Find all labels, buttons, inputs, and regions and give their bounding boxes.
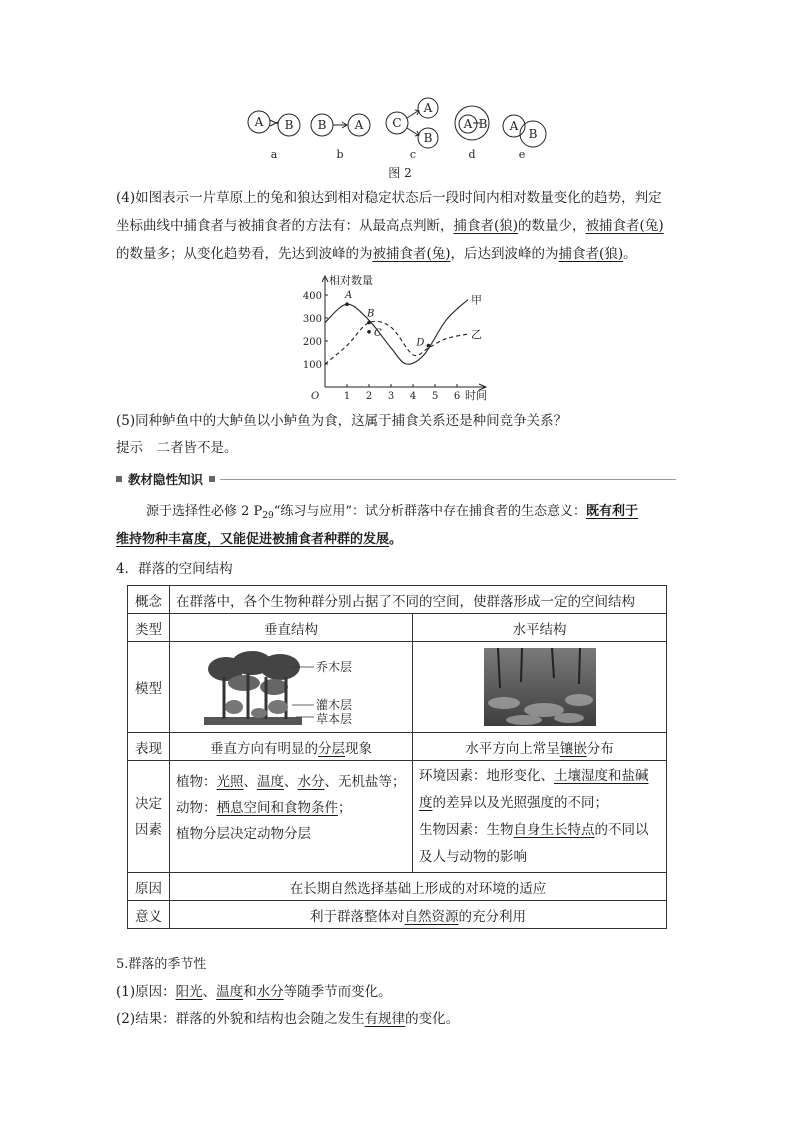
text: 利于群落整体对	[310, 908, 405, 925]
table-cell: 在群落中，各个生物种群分别占据了不同的空间，使群落形成一定的空间结构	[170, 586, 667, 614]
point-label: D	[416, 337, 425, 349]
figure-caption: 图 2	[388, 166, 412, 180]
forest-layers-illustration	[204, 647, 379, 727]
table-row	[128, 614, 667, 642]
y-tick-label: 100	[302, 360, 322, 371]
series-label: 甲	[471, 293, 482, 307]
fig-a-arrows	[270, 120, 278, 126]
fig-circle-label: B	[423, 131, 433, 145]
heading-5: 5.群落的季节性	[116, 957, 207, 972]
underlined-answer: 有规律	[364, 1011, 406, 1027]
text: 动物：	[176, 800, 217, 816]
fig-circle-label: B	[478, 117, 488, 131]
text: ；	[338, 800, 352, 816]
underlined-answer: 阳光	[175, 984, 203, 1000]
vertical-model-cell	[170, 642, 413, 733]
text: 现象	[345, 740, 372, 757]
series-line-jia	[325, 300, 468, 365]
text: 等随季节而变化。	[283, 984, 392, 1000]
underlined-answer: 水分	[256, 984, 284, 1000]
layer-label-herb: 草本层	[315, 712, 352, 726]
text: 、	[243, 774, 257, 790]
layer-label-tree: 乔木层	[315, 660, 352, 674]
fig-circle-label: B	[317, 118, 327, 132]
table-cell: 垂直结构	[170, 614, 413, 642]
q4-line-3	[116, 240, 637, 268]
y-tick-label: 400	[302, 291, 322, 302]
bio-factors-cont: 及人与动物的影响	[419, 848, 527, 865]
text: 。	[623, 246, 637, 262]
figure-2	[240, 96, 560, 180]
text: 水平方向上常呈	[465, 740, 560, 757]
row-header: 表现	[128, 733, 170, 761]
fig-sub-label: e	[518, 148, 526, 161]
x-tick-label: 5	[431, 391, 439, 402]
table-row	[128, 586, 667, 614]
row-header: 意义	[128, 901, 170, 929]
y-tick-label: 300	[302, 314, 322, 325]
fig-sub-label: c	[409, 148, 417, 161]
row-header: 模型	[128, 642, 170, 733]
series-label: 乙	[471, 328, 482, 342]
underlined-answer: 被捕食者(兔)	[585, 218, 664, 234]
data-point	[427, 344, 431, 348]
env-factors-cont	[419, 790, 660, 817]
row-header: 概念	[128, 586, 170, 614]
q5-hint: 提示 二者皆不是。	[116, 440, 238, 456]
s5-line-1	[116, 978, 392, 1006]
underlined-answer: 维持物种丰富度，又能促进被捕食者种群的发展	[116, 532, 390, 547]
text: 、	[202, 984, 217, 1000]
x-tick-label: 1	[343, 391, 351, 402]
fig-circle-label: A	[423, 101, 433, 115]
text: 的差异以及光照强度的不同；	[432, 794, 608, 811]
layer-label-shrub: 灌木层	[315, 698, 352, 712]
underlined-answer: 捕食者(狼)	[453, 218, 519, 234]
q4-line-2	[116, 212, 664, 240]
underlined-answer: 镶嵌	[559, 740, 587, 757]
text: 的数量多；从变化趋势看，先达到波峰的为	[116, 246, 373, 262]
fig-sub-label: a	[270, 148, 278, 161]
table-row	[128, 761, 667, 873]
underlined-answer: 度	[419, 794, 433, 811]
x-tick-label: 3	[387, 391, 395, 402]
spatial-structure-table	[127, 585, 667, 929]
table-row	[128, 873, 667, 901]
plant-factors	[176, 769, 406, 795]
env-factors	[419, 763, 660, 790]
text: (1)原因：	[116, 984, 176, 1000]
divider-line	[220, 479, 676, 480]
fig-circle-label: A	[463, 117, 473, 131]
text: 因素	[135, 821, 162, 838]
fig-sub-label: d	[468, 148, 476, 161]
text: 。	[389, 532, 403, 547]
page-subscript: 29	[262, 511, 274, 521]
text: 垂直方向有明显的	[210, 740, 318, 757]
series-line-yi	[325, 321, 468, 364]
text: 植物：	[176, 774, 217, 790]
underlined-answer: 温度	[216, 984, 244, 1000]
text: 的不同以	[594, 821, 649, 838]
underlined-answer: 光照	[216, 774, 244, 790]
table-cell: 水平结构	[413, 614, 667, 642]
ground-vegetation-photo	[484, 648, 596, 726]
chart-labels	[303, 273, 487, 402]
bio-factors	[419, 817, 660, 844]
fig-circle-label: B	[284, 118, 294, 132]
square-icon	[116, 476, 122, 482]
horizontal-model-cell	[413, 642, 667, 733]
text: “练习与应用”：试分析群落中存在捕食者的生态意义：	[273, 504, 587, 519]
section-line-2	[116, 526, 402, 554]
text: 生物因素：生物	[419, 821, 514, 838]
table-cell	[170, 733, 413, 761]
table-row	[128, 901, 667, 929]
text: 的变化。	[405, 1011, 460, 1027]
underlined-answer: 土壤湿度和盐碱	[554, 767, 649, 784]
underlined-answer: 温度	[257, 774, 284, 790]
y-tick-label: 200	[302, 337, 322, 348]
x-tick-label: 2	[365, 391, 373, 402]
underlined-answer: 捕食者(狼)	[558, 246, 624, 262]
text: 源于选择性必修 2 P	[146, 504, 263, 519]
text: 决定	[135, 795, 162, 812]
layer-note: 植物分层决定动物分层	[176, 826, 311, 842]
row-header: 类型	[128, 614, 170, 642]
heading-4: 4．群落的空间结构	[116, 561, 233, 577]
table-cell	[413, 761, 667, 873]
data-point	[367, 321, 371, 325]
point-label: C	[374, 327, 382, 339]
underlined-answer: 栖息空间和食物条件	[216, 800, 338, 816]
text: 环境因素：地形变化、	[419, 767, 554, 784]
s5-line-2	[116, 1005, 459, 1033]
table-row	[128, 733, 667, 761]
text: ，后达到波峰的为	[450, 246, 559, 262]
text: 的数量少，	[518, 218, 586, 234]
data-point	[367, 330, 371, 334]
fig-sub-label: b	[336, 148, 344, 161]
text: 、无机盐等；	[324, 774, 406, 790]
table-cell	[170, 901, 667, 929]
text: (2)结果：群落的外貌和结构也会随之发生	[116, 1011, 365, 1027]
x-tick-label: 4	[409, 391, 417, 402]
x-tick-label: 6	[453, 391, 461, 402]
row-header: 原因	[128, 873, 170, 901]
table-row	[128, 642, 667, 733]
x-axis-title: 时间	[465, 389, 487, 402]
table-cell	[413, 733, 667, 761]
underlined-answer: 自然资源	[404, 908, 459, 925]
table-cell	[170, 761, 413, 873]
fig-circle-label: B	[528, 127, 538, 141]
table-cell: 在长期自然选择基础上形成的对环境的适应	[170, 873, 667, 901]
q5-question: (5)同种鲈鱼中的大鲈鱼以小鲈鱼为食，这属于捕食关系还是种间竞争关系？	[116, 413, 568, 429]
text: 、	[284, 774, 298, 790]
q4-line-1: (4)如图表示一片草原上的兔和狼达到相对稳定状态后一段时间内相对数量变化的趋势，判定	[116, 190, 662, 206]
fig-circle-label: A	[509, 119, 519, 133]
fig-b-arrow	[333, 122, 347, 128]
origin-label: O	[311, 391, 320, 402]
underlined-answer: 分层	[318, 740, 345, 757]
point-label: B	[367, 308, 375, 320]
population-chart	[295, 272, 495, 404]
underlined-answer: 水分	[297, 774, 325, 790]
animal-factors	[176, 795, 406, 821]
text: 和	[243, 984, 257, 1000]
row-header	[128, 761, 170, 873]
data-point	[345, 302, 349, 306]
text: 的充分利用	[458, 908, 526, 925]
section-title: 教材隐性知识	[128, 472, 204, 487]
underlined-answer: 自身生长特点	[513, 821, 595, 838]
fig-circle-label: A	[254, 115, 264, 129]
square-icon	[209, 476, 215, 482]
text: 坐标曲线中捕食者与被捕食者的方法有：从最高点判断，	[116, 218, 454, 234]
fig-circle-label: C	[392, 116, 402, 130]
chart-series	[325, 300, 468, 365]
underlined-answer: 被捕食者(兔)	[372, 246, 451, 262]
point-label: A	[345, 290, 353, 302]
fig-circle-label: A	[354, 118, 364, 132]
text: 分布	[586, 740, 614, 757]
underlined-answer: 既有利于	[586, 504, 639, 519]
fig-c-arrows	[407, 110, 419, 136]
section-header	[116, 470, 676, 490]
y-axis-title: 相对数量	[329, 274, 373, 287]
